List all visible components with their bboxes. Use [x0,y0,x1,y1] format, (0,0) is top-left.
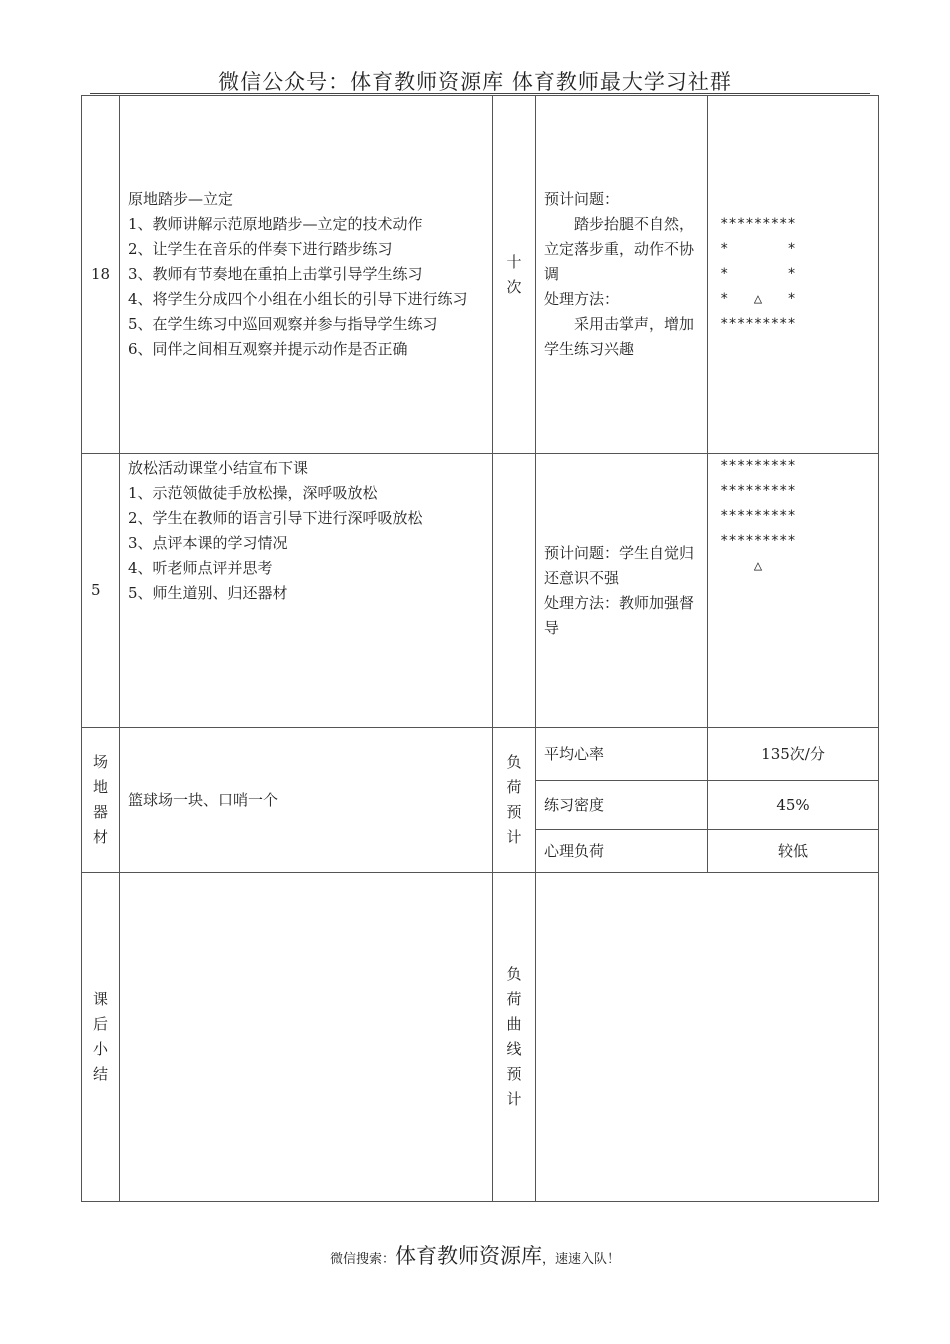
label-char: 后 [92,1015,108,1033]
label-char: 预 [506,1065,522,1083]
density-label: 练习密度 [536,781,708,830]
label-char: 荷 [506,990,522,1008]
label-char: 地 [92,778,108,796]
table-row [82,728,879,781]
formation-diagram: ********* * * * * * △ * ********* [708,96,879,454]
footer-name: 体育教师资源库 [395,1244,542,1268]
label-char: 计 [506,828,522,846]
label-char: 器 [92,803,108,821]
label-char: 计 [506,1090,522,1108]
label-char: 小 [92,1040,108,1058]
heart-rate-label: 平均心率 [536,728,708,781]
count-cell [493,454,536,728]
venue-label [82,728,120,873]
table-row [82,873,879,1202]
label-char: 负 [506,753,522,771]
load-forecast-label [493,728,536,873]
count-cell [493,96,536,454]
label-char: 预 [506,803,522,821]
label-char: 结 [92,1065,108,1083]
label-char: 材 [92,828,108,846]
label-char: 场 [92,753,108,771]
count-char: 十 [506,252,522,271]
time-cell: 18 [82,96,120,454]
mental-load-value: 较低 [708,830,879,873]
footer-suffix: ，速速入队！ [542,1252,621,1267]
label-char: 负 [506,965,522,983]
time-cell: 5 [82,454,120,728]
content-cell: 原地踏步—立定 1、教师讲解示范原地踏步—立定的技术动作 2、让学生在音乐的伴奏下进行踏步练习 3、教师有节奏地在重拍上击掌引导学生练习 4、将学生分成四个小组在小组长的引导下进行练习 5、在学生练习中巡回观察并参与指导学生练习 6、同伴之间相互观察并提示动作是否正确 [120,96,493,454]
page-header-title: 微信公众号：体育教师资源库 体育教师最大学习社群 [218,70,732,94]
label-char: 曲 [506,1015,522,1033]
count-char: 次 [506,277,522,296]
header-divider [90,93,870,94]
table-row [82,454,879,728]
density-value: 45% [708,781,879,830]
mental-load-label: 心理负荷 [536,830,708,873]
summary-content [120,873,493,1202]
lesson-plan-table [81,95,879,1202]
label-char: 线 [506,1040,522,1058]
content-cell: 放松活动课堂小结宣布下课 1、示范领做徒手放松操，深呼吸放松 2、学生在教师的语言引导下进行深呼吸放松 3、点评本课的学习情况 4、听老师点评并思考 5、师生道别、归还器材 [120,454,493,728]
heart-rate-value: 135次/分 [708,728,879,781]
label-char: 课 [92,990,108,1008]
page-footer [0,1240,950,1270]
load-curve-area [536,873,879,1202]
summary-label [82,873,120,1202]
label-char: 荷 [506,778,522,796]
venue-text: 篮球场一块、口哨一个 [120,728,493,873]
table-row [82,96,879,454]
load-curve-label [493,873,536,1202]
problem-cell: 预计问题： 踏步抬腿不自然，立定落步重，动作不协调 处理方法： 采用击掌声，增加学生练习兴趣 [536,96,708,454]
footer-prefix: 微信搜索： [329,1252,395,1267]
problem-cell: 预计问题：学生自觉归还意识不强 处理方法：教师加强督导 [536,454,708,728]
formation-diagram: ********* ********* ********* ********* △ [708,454,879,728]
